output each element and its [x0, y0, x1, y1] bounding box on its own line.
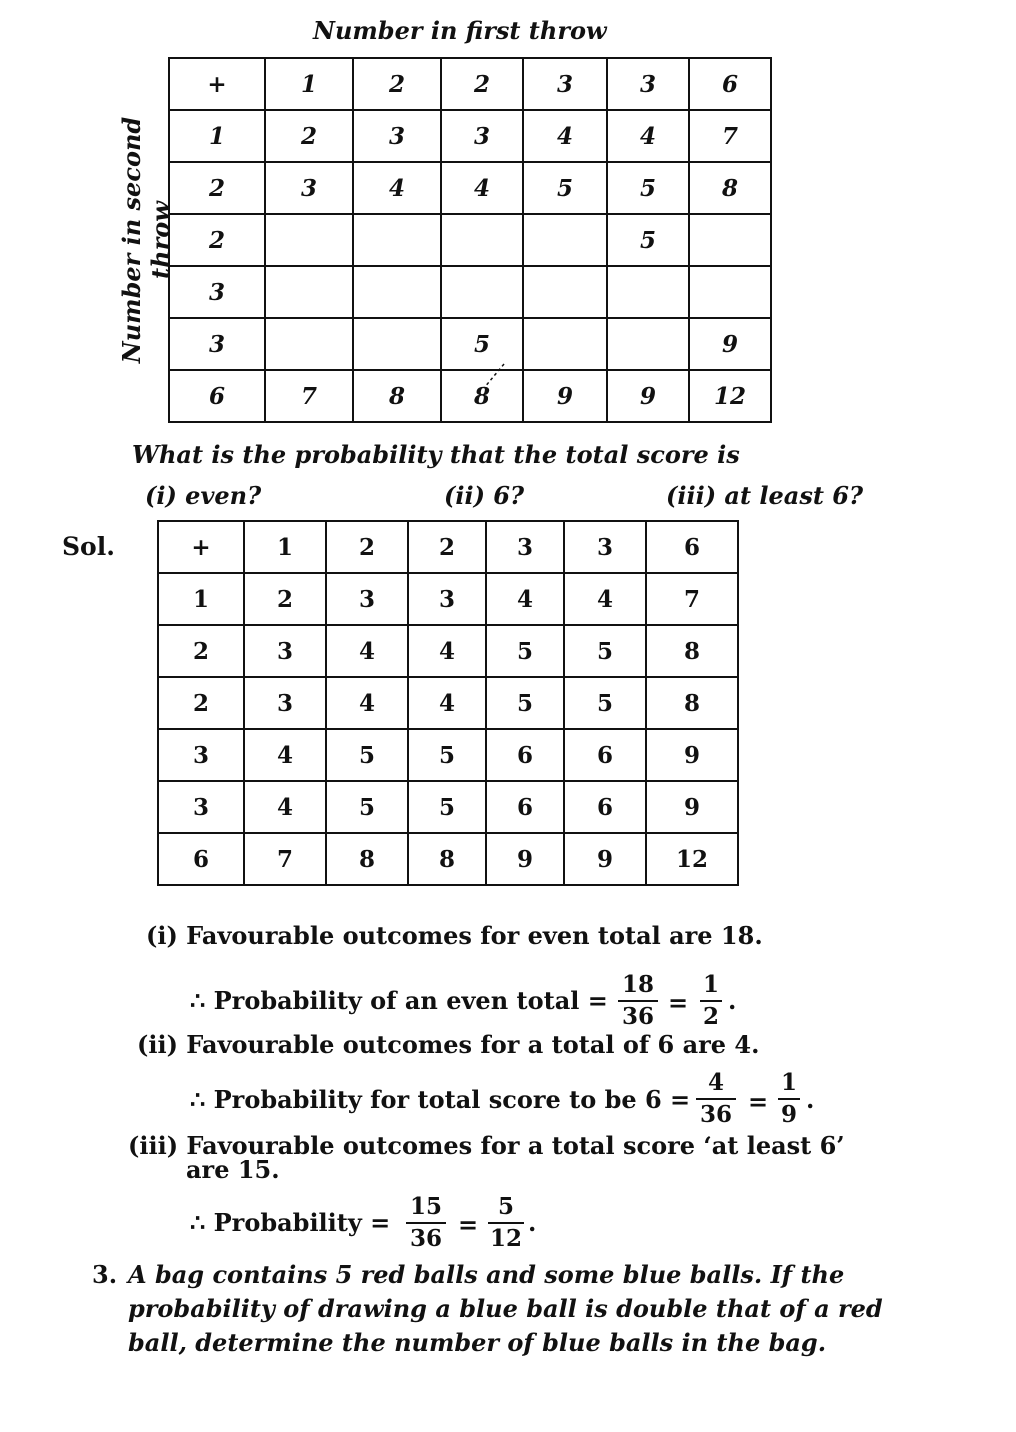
question-table-row [169, 58, 771, 110]
question-table-cell [353, 266, 441, 318]
question-table-cell [265, 318, 353, 370]
fraction-numerator: 5 [497, 1193, 514, 1220]
fraction-bar [696, 1098, 736, 1100]
question-table-cell: 2 [265, 110, 353, 162]
question-part-ii: (ii) 6? [444, 481, 525, 510]
equals-sign: = [748, 1087, 769, 1116]
solution-table-header-cell: 6 [646, 521, 738, 573]
question-part-iii: (iii) at least 6? [666, 481, 864, 510]
question-table-cell [523, 266, 607, 318]
question-table-cell: 2 [169, 162, 265, 214]
question-table-cell: 7 [265, 370, 353, 422]
question-table-cell: 12 [689, 370, 771, 422]
part-i-text: (i) Favourable outcomes for even total are 18. [146, 921, 763, 950]
second-throw-label: Number in second throw [117, 116, 175, 364]
question-table-row [169, 110, 771, 162]
fraction-numerator: 1 [780, 1069, 797, 1096]
question-table [168, 57, 772, 423]
solution-table-row [158, 521, 738, 573]
solution-table-cell: 6 [486, 781, 564, 833]
equals-sign: = [668, 988, 689, 1017]
solution-table-cell: 7 [244, 833, 326, 885]
question-table-cell [523, 214, 607, 266]
solution-table-cell: 4 [326, 625, 408, 677]
question-table-row [169, 266, 771, 318]
question-table-cell: 8 [353, 370, 441, 422]
part-iii-text: (iii) Favourable outcomes for a total score ‘at least 6’ [128, 1131, 845, 1160]
fraction-bar [488, 1222, 524, 1224]
fraction-numerator: 18 [621, 971, 654, 998]
solution-table-cell: 5 [408, 729, 486, 781]
question-table-cell: 3 [265, 162, 353, 214]
solution-table-row [158, 729, 738, 781]
fraction-bar [778, 1098, 800, 1100]
question-table-row [169, 370, 771, 422]
solution-table-cell: 3 [326, 573, 408, 625]
solution-table-cell: 4 [408, 677, 486, 729]
solution-table-cell: 5 [564, 677, 646, 729]
part-iii-fraction-2 [488, 1194, 524, 1252]
solution-table-cell: 4 [408, 625, 486, 677]
solution-table-cell: 5 [486, 677, 564, 729]
part-ii-fraction-1 [696, 1070, 736, 1128]
solution-table-cell: 3 [244, 677, 326, 729]
solution-table-cell: 3 [244, 625, 326, 677]
solution-table-cell: 12 [646, 833, 738, 885]
question-table-cell: 5 [607, 214, 689, 266]
solution-table-cell: 6 [158, 833, 244, 885]
part-ii-fraction-2 [778, 1070, 800, 1128]
next-question-line-2: probability of drawing a blue ball is double that of a red [128, 1294, 883, 1323]
solution-table-header-cell: 2 [408, 521, 486, 573]
solution-table-cell: 4 [564, 573, 646, 625]
question-table-header-cell: 6 [689, 58, 771, 110]
part-ii-prob-label: ∴ Probability for total score to be 6 = [190, 1085, 691, 1114]
fraction-denominator: 36 [699, 1101, 732, 1128]
solution-table-cell: 5 [564, 625, 646, 677]
part-ii-text: (ii) Favourable outcomes for a total of 6 are 4. [137, 1030, 760, 1059]
question-table-cell [441, 214, 523, 266]
solution-table-header-cell: 3 [564, 521, 646, 573]
question-table-cell: 3 [169, 266, 265, 318]
solution-table-cell: 7 [646, 573, 738, 625]
question-table-cell: 2 [169, 214, 265, 266]
question-table-cell: 9 [607, 370, 689, 422]
question-table-cell: 5 [523, 162, 607, 214]
question-table-cell: 6 [169, 370, 265, 422]
solution-table-cell: 8 [646, 625, 738, 677]
part-iii-text-continued: are 15. [186, 1155, 280, 1184]
solution-label: Sol. [62, 532, 115, 561]
fraction-bar [406, 1222, 446, 1224]
question-table-cell [441, 266, 523, 318]
solution-table-cell: 6 [564, 781, 646, 833]
fraction-denominator: 2 [702, 1003, 719, 1030]
period: . [806, 1085, 815, 1114]
question-table-cell [607, 318, 689, 370]
solution-table-cell: 6 [486, 729, 564, 781]
question-table-cell [265, 214, 353, 266]
question-table-cell [353, 318, 441, 370]
question-table-cell: 8 [689, 162, 771, 214]
question-table-header-cell: 2 [353, 58, 441, 110]
question-table-cell [689, 214, 771, 266]
fraction-denominator: 36 [621, 1003, 654, 1030]
question-table-row [169, 214, 771, 266]
solution-table-cell: 4 [486, 573, 564, 625]
question-table-header-cell: + [169, 58, 265, 110]
solution-table-cell: 4 [244, 729, 326, 781]
question-table-cell: 4 [441, 162, 523, 214]
question-table-cell: 5 [607, 162, 689, 214]
fraction-denominator: 12 [489, 1225, 522, 1252]
part-i-fraction-1 [618, 972, 658, 1030]
solution-table-cell: 9 [564, 833, 646, 885]
question-table-cell: 7 [689, 110, 771, 162]
question-table-cell: 3 [169, 318, 265, 370]
question-table-header-cell: 2 [441, 58, 523, 110]
question-table-cell [265, 266, 353, 318]
question-table-cell: 1 [169, 110, 265, 162]
fraction-bar [700, 1000, 722, 1002]
question-table-cell: 3 [353, 110, 441, 162]
fraction-denominator: 36 [409, 1225, 442, 1252]
solution-table-row [158, 573, 738, 625]
period: . [528, 1208, 537, 1237]
question-table-header-cell: 1 [265, 58, 353, 110]
solution-table-cell: 8 [646, 677, 738, 729]
part-iii-fraction-1 [406, 1194, 446, 1252]
next-question-line-3: ball, determine the number of blue balls in the bag. [128, 1328, 827, 1357]
solution-table-cell: 9 [486, 833, 564, 885]
solution-table-header-cell: 3 [486, 521, 564, 573]
solution-table-cell: 8 [408, 833, 486, 885]
question-table-cell: 5 [441, 318, 523, 370]
question-table-cell: 4 [353, 162, 441, 214]
question-table-cell [353, 214, 441, 266]
solution-table-header-cell: 2 [326, 521, 408, 573]
solution-table-cell: 4 [326, 677, 408, 729]
question-table-cell: 9 [523, 370, 607, 422]
solution-table-cell: 3 [408, 573, 486, 625]
part-i-fraction-2 [700, 972, 722, 1030]
solution-table-cell: 1 [158, 573, 244, 625]
fraction-numerator: 15 [409, 1193, 442, 1220]
solution-table-cell: 5 [326, 781, 408, 833]
question-table-cell: 4 [607, 110, 689, 162]
question-table-cell [607, 266, 689, 318]
solution-table-cell: 6 [564, 729, 646, 781]
solution-table-row [158, 833, 738, 885]
question-table-cell: 9 [689, 318, 771, 370]
fraction-numerator: 4 [707, 1069, 724, 1096]
fraction-bar [618, 1000, 658, 1002]
solution-table-row [158, 781, 738, 833]
question-text: What is the probability that the total score is [132, 440, 740, 469]
question-table-cell: 3 [441, 110, 523, 162]
solution-table-cell: 9 [646, 729, 738, 781]
question-table-cell: 8 [441, 370, 523, 422]
solution-table-header-cell: + [158, 521, 244, 573]
solution-table-cell: 2 [158, 625, 244, 677]
question-table-header-cell: 3 [523, 58, 607, 110]
solution-table-cell: 5 [486, 625, 564, 677]
solution-table-cell: 3 [158, 729, 244, 781]
solution-table-row [158, 625, 738, 677]
question-table-cell: 4 [523, 110, 607, 162]
question-table-cell [689, 266, 771, 318]
solution-table-cell: 5 [408, 781, 486, 833]
part-iii-prob-label: ∴ Probability = [190, 1208, 391, 1237]
question-table-cell [523, 318, 607, 370]
dashed-mark-icon [478, 360, 508, 392]
question-part-i: (i) even? [145, 481, 262, 510]
solution-table-cell: 2 [244, 573, 326, 625]
question-table-row [169, 318, 771, 370]
solution-table-cell: 3 [158, 781, 244, 833]
next-question-line-1: A bag contains 5 red balls and some blue balls. If the [128, 1260, 845, 1289]
equals-sign: = [458, 1210, 479, 1239]
solution-table-cell: 5 [326, 729, 408, 781]
solution-table-cell: 9 [646, 781, 738, 833]
question-table-header-cell: 3 [607, 58, 689, 110]
next-question-number: 3. [92, 1260, 118, 1289]
question-table-row [169, 162, 771, 214]
first-throw-label: Number in first throw [313, 16, 607, 45]
period: . [728, 986, 737, 1015]
solution-table-cell: 2 [158, 677, 244, 729]
part-i-prob-label: ∴ Probability of an even total = [190, 986, 608, 1015]
solution-table-cell: 4 [244, 781, 326, 833]
solution-table-row [158, 677, 738, 729]
fraction-denominator: 9 [780, 1101, 797, 1128]
fraction-numerator: 1 [702, 971, 719, 998]
solution-table [157, 520, 739, 886]
solution-table-header-cell: 1 [244, 521, 326, 573]
solution-table-cell: 8 [326, 833, 408, 885]
